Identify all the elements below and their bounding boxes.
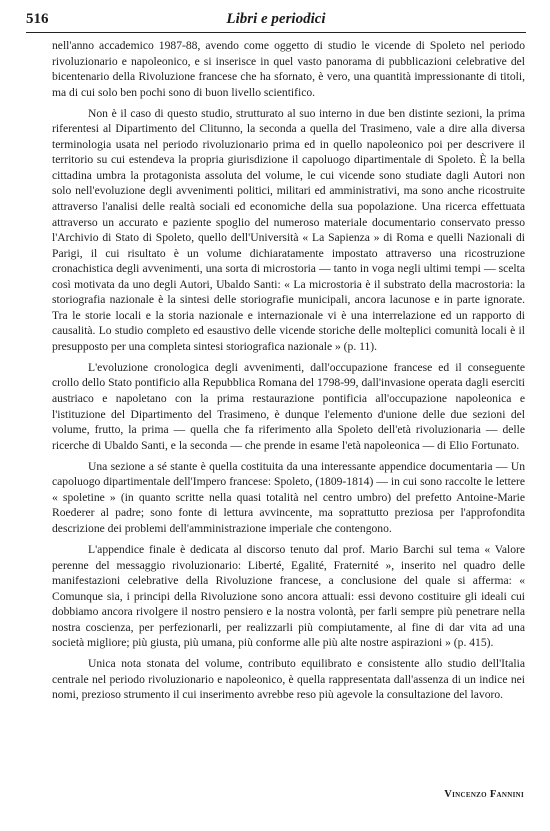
paragraph-2: Non è il caso di questo studio, strutturato al suo interno in due ben distinte sezioni, la prima riferentesi al Dipartimento del Clitunno, la seconda a quella del Trasimeno, vale a dire alla diversa terminologia usata nel periodo rivoluzionario prima ed in quello napoleonico poi per descrivere il territorio su cui estendeva la propria giurisdizione il capoluogo dipartimentale di Spoleto. È la bella cittadina umbra la protagonista assoluta del volume, le cui vicende sono studiate dagli Autori non solo nell'evoluzione degli avvenimenti politici, militari ed amministrativi, ma sono anche ricostruite attraverso l'analisi delle realtà sociali ed economiche della sua popolazione. Una ricerca effettuata attraverso un accurato e paziente spoglio del numeroso materiale documentario conservato presso l'Archivio di Stato di Spoleto, quello dell'Università « La Sapienza » di Roma e quelli Nazionali di Parigi, il cui risultato è un volume dichiaratamente impostato attraverso una ricostruzione cronachistica degli avvenimenti, una sorta di microstoria — tanto in voga negli ultimi tempi — scelta così motivata da uno degli Autori, Ubaldo Santi: « La microstoria è il substrato della macrostoria: la storiografia nazionale è la sintesi delle storiografie municipali, ancora lacunose e in parte ignorate. Tra le storie locali e la storia nazionale e internazionale vi è una interrelazione ed un rapporto di causalità. Lo studio completo ed esaustivo delle vicende storiche delle molteplici comunità locali è il presupposto per una completa sintesi storiografica nazionale » (p. 11). — [52, 106, 525, 353]
page-header — [26, 10, 526, 33]
paragraph-4: Una sezione a sé stante è quella costituita da una interessante appendice documentaria — Un capoluogo dipartimentale dell'Impero francese: Spoleto, (1809-1814) — in cui sono raccolte le lettere « spoletine » (in quanto scritte nella quasi totalità nel centro umbro) del prefetto Antoine-Marie Roederer al padre; sono fonte di lettura avvincente, ma soprattutto preziosa per l'approfondita descrizione dei problemi dell'amministrazione imperiale che contengono. — [52, 459, 525, 535]
author-signature: Vincenzo Fannini — [444, 789, 524, 800]
paragraph-3: L'evoluzione cronologica degli avvenimenti, dall'occupazione francese ed il conseguente crollo dello Stato pontificio alla Repubblica Romana del 1798-99, dall'invasione operata dagli eserciti austriaco e napoletano con la prima restaurazione pontificia all'occupazione napoleonica e l'istituzione del Dipartimento del Trasimeno, è dunque l'elemento d'unione delle due sezioni del volume, frutto, la prima — quella che fa riferimento alla Spoleto dell'età rivoluzionaria — delle ricerche di Ubaldo Santi, e la seconda — che prende in esame l'età napoleonica — di Elio Fortunato. — [52, 360, 525, 452]
page-number: 516 — [26, 11, 49, 27]
paragraph-1: nell'anno accademico 1987-88, avendo come oggetto di studio le vicende di Spoleto nel periodo rivoluzionario e napoleonico, e si inserisce in quel vasto panorama di pubblicazioni celebrative del bicentenario della Rivoluzione francese che ha sfornato, è vero, una quantità impressionante di titoli, ma di cui solo ben pochi sono di buon livello scientifico. — [52, 39, 525, 99]
paragraph-6: Unica nota stonata del volume, contributo equilibrato e consistente allo studio dell'Italia centrale nel periodo rivoluzionario e napoleonico, è quella rappresentata dall'assenza di un indice nei nomi, prezioso strumento il cui inserimento avrebbe reso più agevole la consultazione del lavoro. — [52, 657, 525, 702]
article-body — [52, 38, 525, 708]
paragraph-5: L'appendice finale è dedicata al discorso tenuto dal prof. Mario Barchi sul tema « Valore perenne del messaggio rivoluzionario: Liberté, Egalité, Fraternité », inserito nel quadro delle manifestazioni celebrative della Rivoluzione francese, a conclusione del quale si afferma: « Comunque sia, i principi della Rivoluzione sono ancora attuali: essi devono costituire gli ideali cui dobbiamo ancora rivolgere il nostro pensiero e la nostra volontà, per farli sempre più penetrare nella nostra coscienza, per perfezionarli, per realizzarli più compiutamente, al fine di dar vita ad una società migliore; più giusta, più umana, più conforme alle più alte nostre aspirazioni » (p. 415). — [52, 542, 525, 650]
running-title: Libri e periodici — [226, 11, 326, 27]
